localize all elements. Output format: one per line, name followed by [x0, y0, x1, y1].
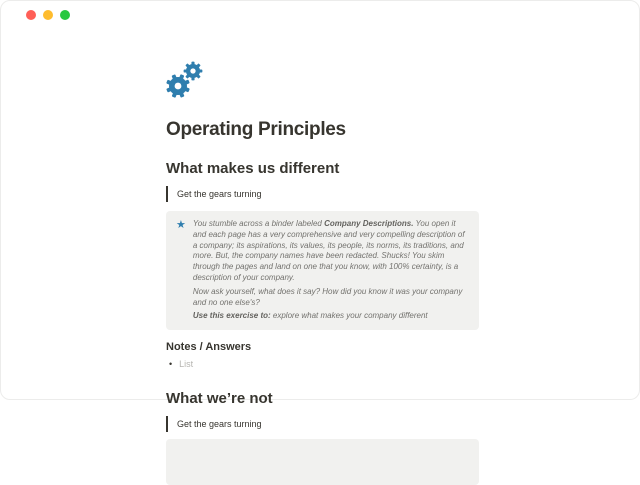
bullet-icon: • — [169, 359, 173, 370]
heading-what-were-not[interactable]: What we’re not — [166, 390, 273, 408]
callout-paragraph-1[interactable]: You stumble across a binder labeled Company Descriptions. You open it and each page has a very comprehensive and very compelling description of a company; its aspirations, its values, its people, its norms, its traditions, and more. But, the company names have been redacted. Shucks! You skim through the pages and land on one that you know, with 100% certainty, is a description of your company. — [192, 219, 465, 282]
window-titlebar — [1, 1, 639, 21]
heading-what-makes-us-different[interactable]: What makes us different — [166, 160, 340, 177]
callout-bold-company-descriptions: Company Descriptions. — [324, 219, 414, 228]
minimize-button[interactable] — [43, 10, 53, 20]
callout-bold-use-this-exercise: Use this exercise to: — [192, 311, 271, 321]
list-item-placeholder[interactable]: List — [179, 359, 194, 370]
callout-block[interactable] — [166, 211, 479, 330]
page-content — [166, 60, 479, 485]
callout-text[interactable] — [193, 219, 467, 322]
quote-block[interactable]: Get the gears turning — [166, 416, 479, 432]
heading-notes-answers[interactable]: Notes / Answers — [166, 341, 252, 354]
star-icon[interactable]: ★ — [176, 219, 186, 231]
close-button[interactable] — [26, 10, 36, 20]
callout-paragraph-3[interactable]: Use this exercise to: explore what makes your company different — [192, 311, 428, 321]
page-title[interactable]: Operating Principles — [166, 119, 346, 140]
callout-block-partial[interactable] — [166, 439, 479, 485]
callout-paragraph-2[interactable]: Now ask yourself, what does it say? How did you know it was your company and no one else's? — [192, 286, 463, 307]
list-item[interactable] — [166, 358, 479, 370]
zoom-button[interactable] — [60, 10, 70, 20]
quote-block[interactable]: Get the gears turning — [166, 186, 479, 202]
gears-icon[interactable] — [166, 60, 206, 100]
